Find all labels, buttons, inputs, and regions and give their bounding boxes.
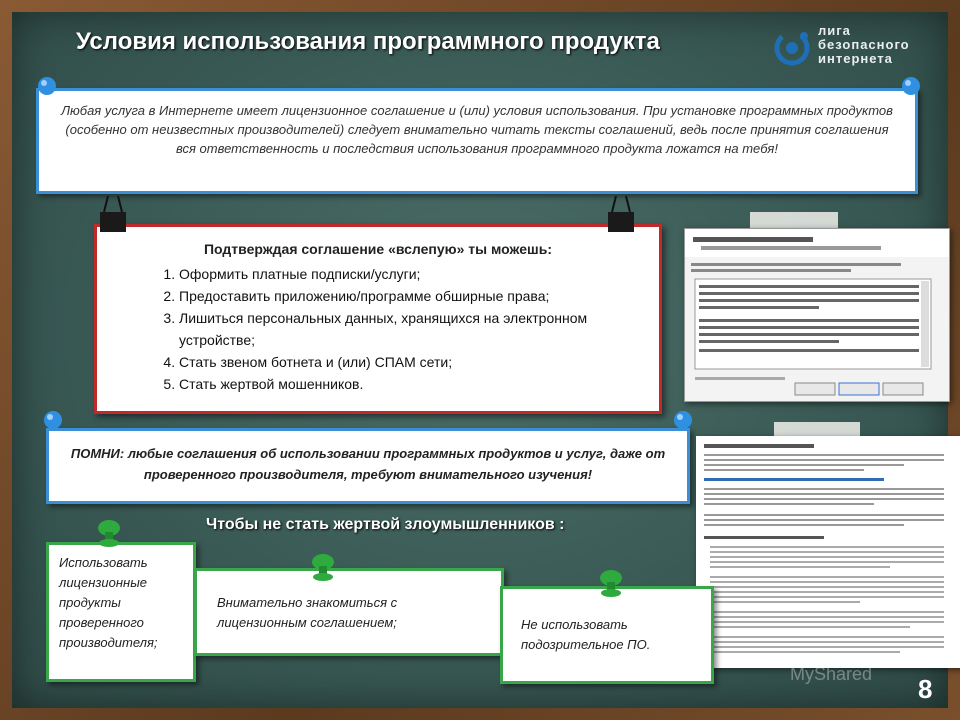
list-item: 1. Оформить платные подписки/услуги; (179, 263, 659, 285)
logo-text: лига безопасного интернета (818, 23, 910, 66)
intro-note (36, 88, 918, 194)
list-item: 4. Стать звеном ботнета и (или) СПАМ сети; (179, 351, 659, 373)
license-dialog-image (684, 228, 950, 402)
tip-text: Внимательно знакомиться с лицензионным соглашением; (217, 595, 398, 630)
green-pushpin-icon (306, 550, 340, 584)
blue-pin-icon (40, 410, 66, 436)
license-dialog-drawing (685, 229, 949, 401)
tip-note (194, 568, 504, 656)
blind-accept-box (94, 224, 662, 414)
blue-pin-icon (898, 76, 924, 102)
tip-note (46, 542, 196, 682)
tip-text: Не использовать подозрительное ПО. (521, 617, 651, 652)
green-pushpin-icon (594, 566, 628, 600)
logo (772, 22, 922, 78)
tip-text: Использовать лицензионные продукты проверенного производителя; (59, 555, 158, 650)
blind-accept-heading: Подтверждая соглашение «вслепую» ты можешь: (203, 241, 552, 257)
intro-text: Любая услуга в Интернете имеет лицензионное соглашение и (или) условия использования. При установке программных продуктов (особенно от неизвестных производителей) следует внимательно читать тексты соглашений, ведь после принятия соглашения вся ответственность и последствия использования программного продукта ложатся на тебя! (61, 103, 893, 156)
page-number: 8 (918, 674, 933, 704)
list-item: 2. Предоставить приложению/программе обширные права; (179, 285, 659, 307)
binder-clip-icon (98, 194, 128, 234)
list-item: 3. Лишиться персональных данных, хранящихся на электронном устройстве; (179, 307, 659, 351)
remember-text: ПОМНИ: любые соглашения об использовании программных продуктов и услуг, даже от проверенного производителя, требуют внимательного изучения! (70, 446, 666, 482)
remember-note (46, 428, 690, 504)
blind-accept-list (97, 263, 659, 395)
tips-subtitle: Чтобы не стать жертвой злоумышленников : (206, 516, 565, 533)
blue-pin-icon (670, 410, 696, 436)
logo-icon (772, 28, 812, 68)
terms-document-drawing (696, 436, 960, 668)
terms-document-image (696, 436, 960, 668)
green-pushpin-icon (92, 516, 126, 550)
binder-clip-icon (606, 194, 636, 234)
list-item: 5. Стать жертвой мошенников. (179, 373, 659, 395)
watermark: MyShared (790, 664, 873, 684)
tip-note (500, 586, 714, 684)
page-title: Условия использования программного продукта (76, 28, 660, 55)
blue-pin-icon (34, 76, 60, 102)
